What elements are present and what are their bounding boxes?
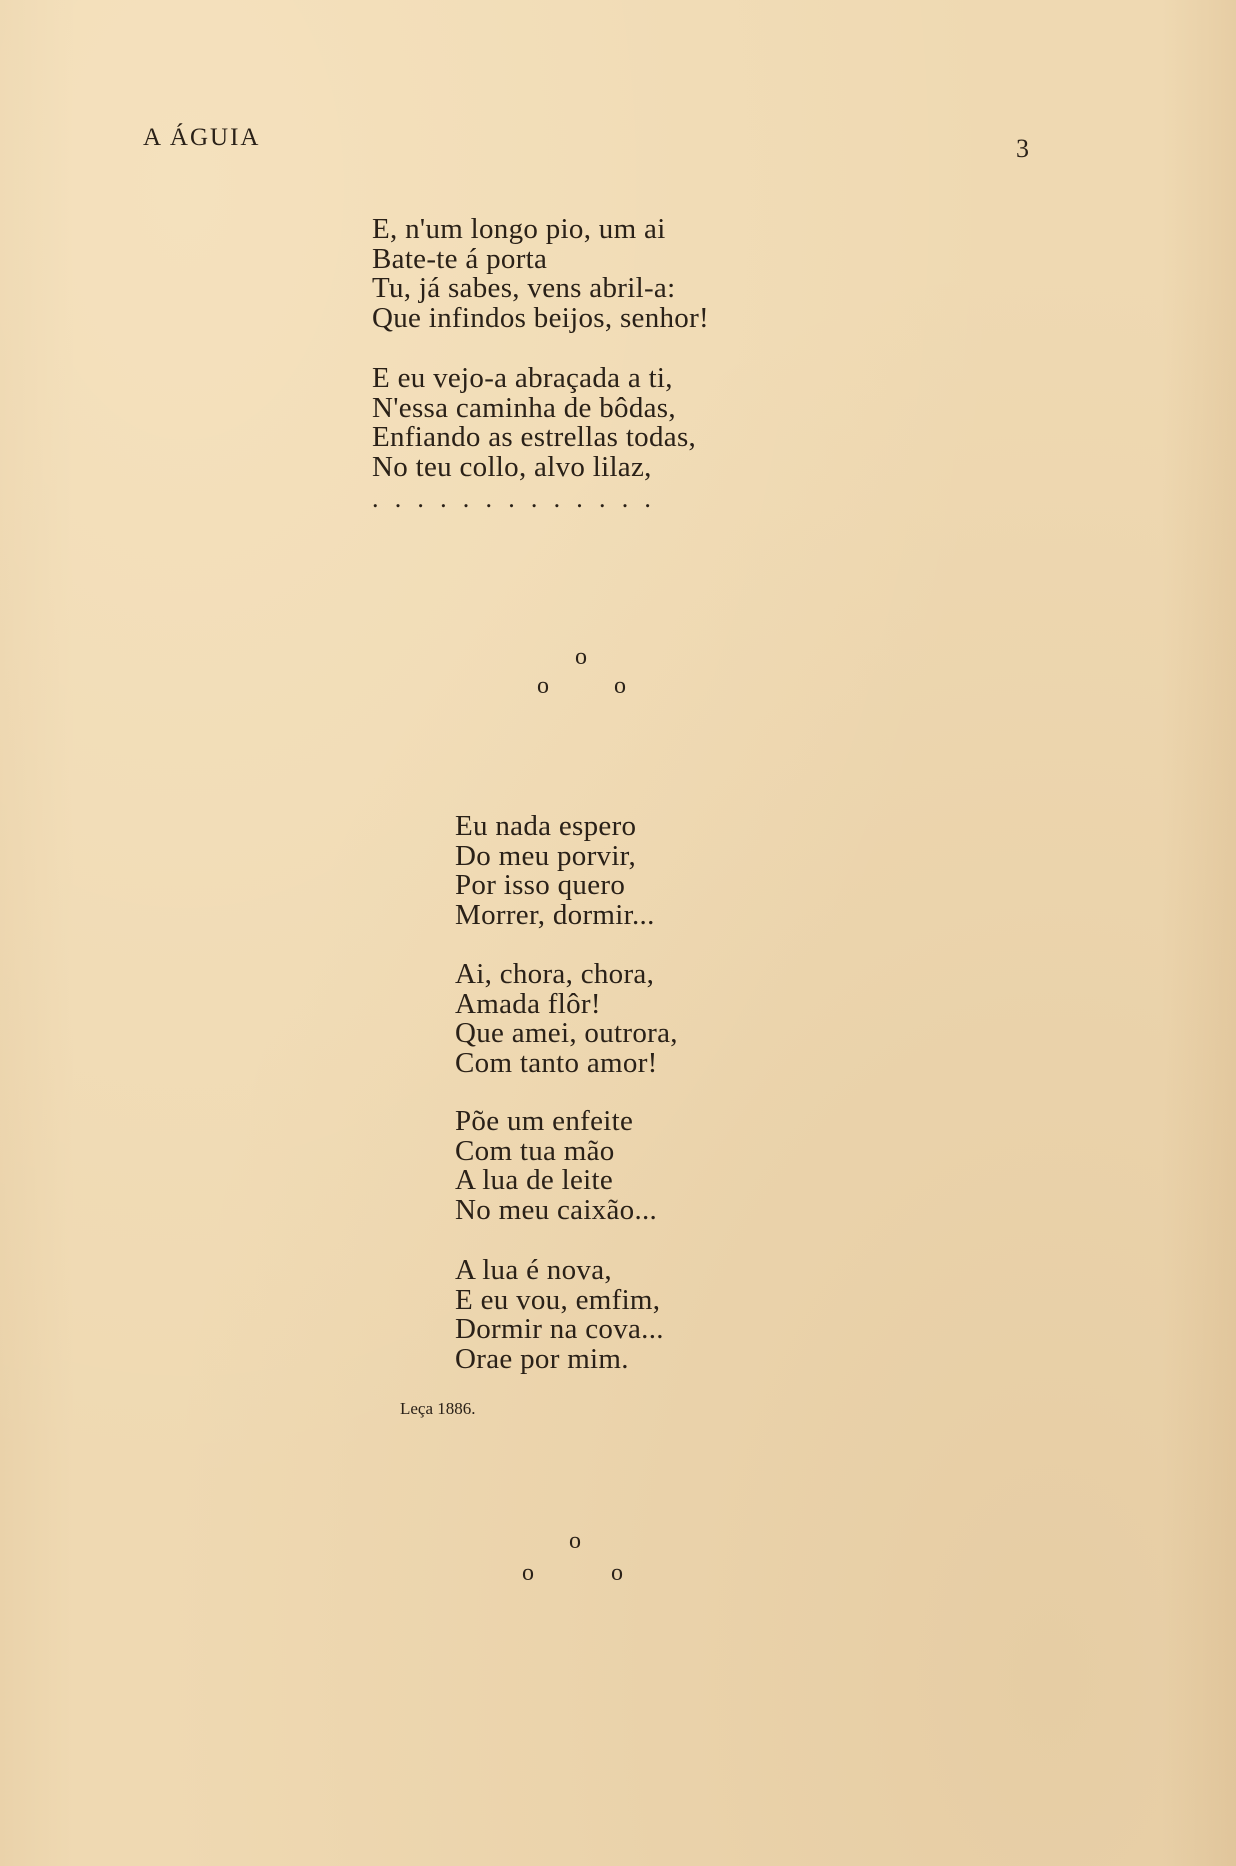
verse-line: Dormir na cova... [455,1313,664,1346]
stanza-1 [372,215,709,333]
verse-line: Por isso quero [455,869,626,902]
verse-line: Com tua mão [455,1134,615,1167]
stanza-5 [455,1107,657,1225]
verse-line: Bate-te á porta [372,242,548,275]
verse-line: N'essa caminha de bôdas, [372,391,676,424]
verse-line: No teu collo, alvo lilaz, [372,450,652,483]
verse-line: Com tanto amor! [455,1046,658,1079]
stanza-3 [455,812,655,930]
verse-line: E eu vou, emfim, [455,1283,661,1316]
verse-line: Amada flôr! [455,987,601,1020]
page-number: 3 [1016,134,1029,163]
verse-line: No meu caixão... [455,1193,658,1226]
verse-line: A lua é nova, [455,1254,612,1286]
verse-line: Põe um enfeite [455,1105,634,1137]
stanza-6 [455,1256,664,1374]
verse-line: Enfiando as estrellas todas, [372,421,697,454]
stanza-4 [455,960,678,1078]
verse-line: E eu vejo-a abraçada a ti, [372,362,673,394]
verse-line: Tu, já sabes, vens abril-a: [372,272,676,305]
end-mark-top: o [569,1528,581,1554]
verse-line: Do meu porvir, [455,839,637,872]
divider-mark-right: o [614,673,626,699]
verse-line: E, n'um longo pio, um ai [372,213,666,245]
end-mark-left: o [522,1560,534,1586]
verse-line: Ai, chora, chora, [455,958,655,990]
end-mark-right: o [611,1560,623,1586]
divider-mark-top: o [575,644,587,670]
ellipsis-row: ............. [372,484,668,513]
verse-line: Morrer, dormir... [455,898,655,931]
verse-line: Eu nada espero [455,810,637,842]
divider-mark-left: o [537,673,549,699]
verse-line: Que amei, outrora, [455,1017,678,1050]
verse-line: Que infindos beijos, senhor! [372,301,710,334]
journal-title: A ÁGUIA [143,124,261,151]
verse-line: Orae por mim. [455,1342,629,1375]
verse-line: A lua de leite [455,1164,614,1197]
place-date: Leça 1886. [400,1399,476,1418]
stanza-2 [372,364,696,482]
